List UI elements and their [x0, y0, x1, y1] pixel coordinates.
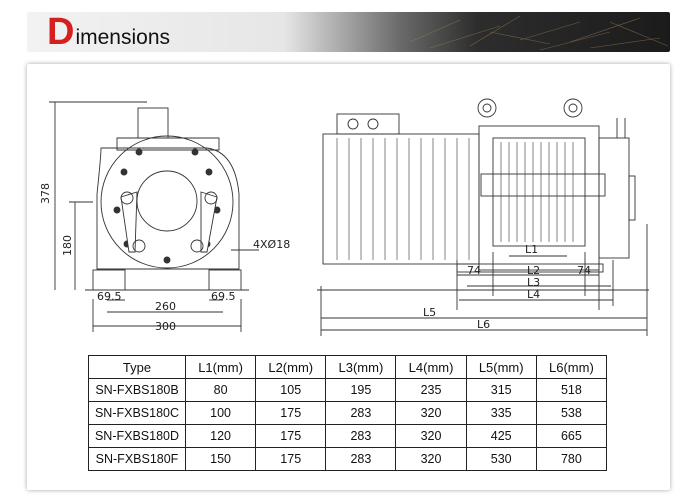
dim-69-5-right: 69.5	[211, 290, 236, 303]
cell-l2: 175	[256, 425, 326, 448]
content-panel	[27, 64, 670, 490]
cell-l3: 283	[326, 425, 396, 448]
cell-l5: 530	[466, 448, 536, 471]
dim-69-5-left: 69.5	[97, 290, 122, 303]
table-row	[89, 402, 607, 425]
cell-l4: 320	[396, 448, 466, 471]
section-banner	[27, 12, 670, 52]
side-view	[317, 99, 649, 336]
cell-l6: 665	[536, 425, 606, 448]
dimensions-table	[88, 355, 607, 471]
cell-l6: 518	[536, 379, 606, 402]
cell-l3: 195	[326, 379, 396, 402]
dim-300: 300	[155, 320, 176, 333]
col-header-l2: L2(mm)	[256, 356, 326, 379]
cell-l4: 235	[396, 379, 466, 402]
cell-type: SN-FXBS180F	[89, 448, 186, 471]
col-header-type: Type	[89, 356, 186, 379]
cell-l5: 315	[466, 379, 536, 402]
title-text: imensions	[75, 26, 170, 49]
cell-l4: 320	[396, 425, 466, 448]
dim-378: 378	[39, 183, 52, 204]
cell-l5: 335	[466, 402, 536, 425]
dimension-drawing	[27, 64, 670, 344]
cell-l4: 320	[396, 402, 466, 425]
dim-L1: L1	[525, 243, 539, 256]
dim-L6: L6	[477, 318, 491, 331]
cell-l5: 425	[466, 425, 536, 448]
cell-type: SN-FXBS180C	[89, 402, 186, 425]
cell-l6: 780	[536, 448, 606, 471]
cell-l2: 175	[256, 402, 326, 425]
dim-74-left: 74	[467, 264, 481, 277]
cell-l6: 538	[536, 402, 606, 425]
sparks-decoration	[370, 12, 670, 52]
cell-l1: 80	[186, 379, 256, 402]
table-row	[89, 425, 607, 448]
dim-L3: L3	[527, 276, 541, 289]
cell-l3: 283	[326, 402, 396, 425]
cell-l3: 283	[326, 448, 396, 471]
col-header-l6: L6(mm)	[536, 356, 606, 379]
cell-l1: 120	[186, 425, 256, 448]
table-header-row	[89, 356, 607, 379]
dim-L4: L4	[527, 288, 541, 301]
page-title	[47, 14, 170, 50]
cell-l1: 150	[186, 448, 256, 471]
cell-l2: 105	[256, 379, 326, 402]
col-header-l4: L4(mm)	[396, 356, 466, 379]
col-header-l5: L5(mm)	[466, 356, 536, 379]
col-header-l1: L1(mm)	[186, 356, 256, 379]
dim-74-right: 74	[577, 264, 591, 277]
cell-l2: 175	[256, 448, 326, 471]
dim-L5: L5	[423, 306, 437, 319]
dim-holes: 4XØ18	[253, 238, 291, 251]
dim-260: 260	[155, 300, 176, 313]
cell-type: SN-FXBS180B	[89, 379, 186, 402]
col-header-l3: L3(mm)	[326, 356, 396, 379]
table-row	[89, 379, 607, 402]
cell-l1: 100	[186, 402, 256, 425]
dim-L2: L2	[527, 264, 541, 277]
dim-180: 180	[61, 235, 74, 256]
title-initial: D	[47, 12, 75, 52]
table-row	[89, 448, 607, 471]
cell-type: SN-FXBS180D	[89, 425, 186, 448]
